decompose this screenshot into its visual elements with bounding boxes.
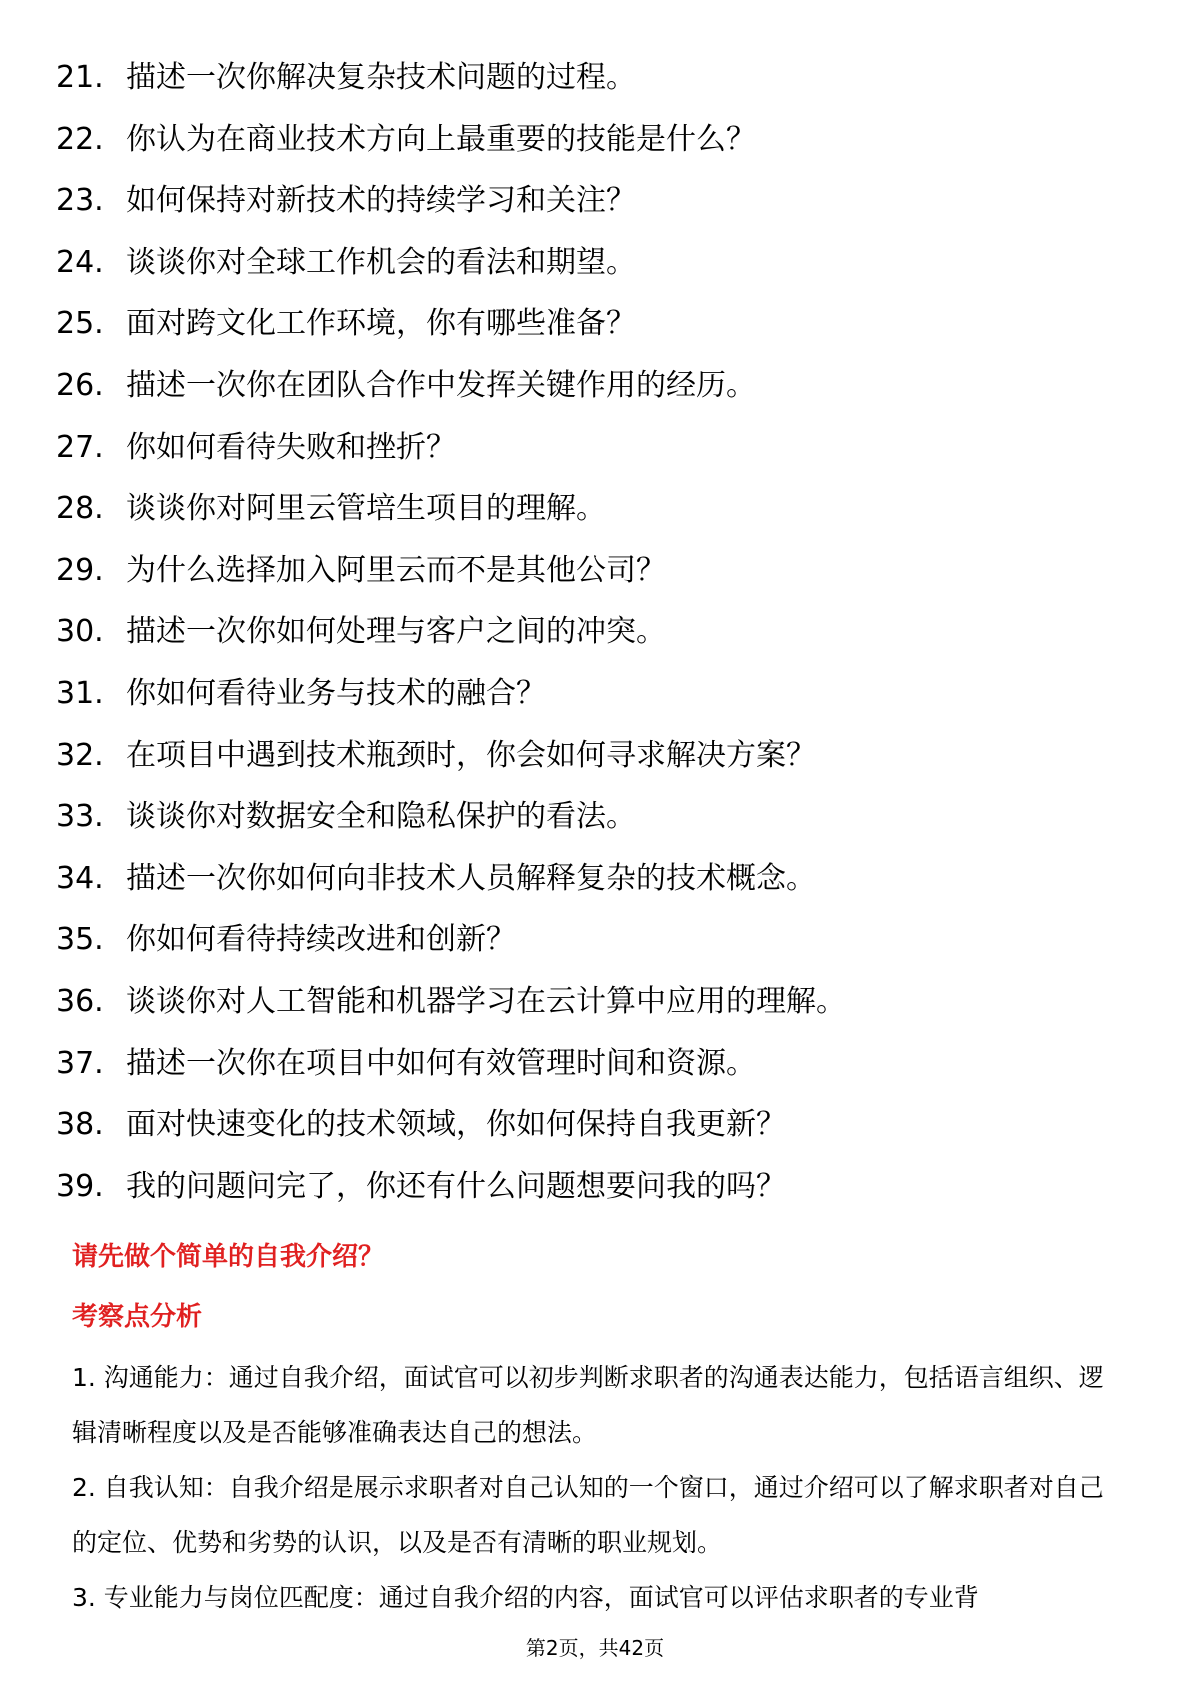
- question-number: 27.: [56, 429, 104, 465]
- question-number: 24.: [56, 244, 104, 280]
- question-number: 38.: [56, 1107, 104, 1143]
- question-number: 32.: [56, 737, 104, 773]
- question-text: 描述一次你如何处理与客户之间的冲突。: [126, 614, 666, 650]
- question-item: [56, 170, 1136, 232]
- question-number: 37.: [56, 1045, 104, 1081]
- question-list: [56, 47, 1136, 1217]
- question-item: [56, 417, 1136, 479]
- question-number: 35.: [56, 922, 104, 958]
- question-number: 21.: [56, 60, 104, 95]
- question-number: 34.: [56, 860, 104, 896]
- question-text: 你如何看待持续改进和创新？: [126, 922, 516, 958]
- question-text: 谈谈你对阿里云管培生项目的理解。: [126, 491, 606, 527]
- question-text: 描述一次你解决复杂技术问题的过程。: [126, 60, 636, 95]
- analysis-body: [72, 1350, 1122, 1625]
- question-number: 36.: [56, 983, 104, 1019]
- question-item: [56, 1156, 1136, 1218]
- question-item: [56, 725, 1136, 787]
- question-text: 如何保持对新技术的持续学习和关注？: [126, 183, 636, 219]
- question-item: [56, 1033, 1136, 1095]
- question-item: [56, 540, 1136, 602]
- question-number: 29.: [56, 552, 104, 588]
- question-text: 描述一次你在项目中如何有效管理时间和资源。: [126, 1045, 756, 1081]
- question-text: 谈谈你对数据安全和隐私保护的看法。: [126, 799, 636, 835]
- question-text: 你如何看待业务与技术的融合？: [126, 675, 546, 711]
- question-item: [56, 109, 1136, 171]
- section-title: 请先做个简单的自我介绍？: [72, 1242, 385, 1272]
- question-number: 28.: [56, 491, 104, 527]
- question-item: [56, 1094, 1136, 1156]
- question-text: 描述一次你在团队合作中发挥关键作用的经历。: [126, 367, 756, 403]
- question-item: [56, 293, 1136, 355]
- page-footer: 第2页，共42页: [525, 1636, 665, 1660]
- question-text: 谈谈你对人工智能和机器学习在云计算中应用的理解。: [126, 983, 846, 1019]
- question-item: [56, 232, 1136, 294]
- analysis-paragraph: 1. 沟通能力：通过自我介绍，面试官可以初步判断求职者的沟通表达能力，包括语言组织、逻辑清晰程度以及是否能够准确表达自己的想法。: [72, 1363, 1104, 1447]
- question-text: 你如何看待失败和挫折？: [126, 429, 456, 465]
- question-text: 描述一次你如何向非技术人员解释复杂的技术概念。: [126, 860, 816, 896]
- question-text: 面对跨文化工作环境，你有哪些准备？: [126, 306, 636, 342]
- question-text: 谈谈你对全球工作机会的看法和期望。: [126, 244, 636, 280]
- question-number: 30.: [56, 614, 104, 650]
- question-number: 39.: [56, 1168, 104, 1204]
- question-item: [56, 601, 1136, 663]
- question-number: 23.: [56, 183, 104, 219]
- analysis-paragraph: 2. 自我认知：自我介绍是展示求职者对自己认知的一个窗口，通过介绍可以了解求职者对自己的定位、优势和劣势的认识，以及是否有清晰的职业规划。: [72, 1473, 1104, 1557]
- question-item: [56, 909, 1136, 971]
- question-item: [56, 848, 1136, 910]
- question-item: [56, 786, 1136, 848]
- question-text: 为什么选择加入阿里云而不是其他公司？: [126, 552, 666, 588]
- analysis-heading: 考察点分析: [72, 1302, 203, 1332]
- question-text: 你认为在商业技术方向上最重要的技能是什么？: [126, 121, 756, 157]
- question-item: [56, 478, 1136, 540]
- question-item: [56, 971, 1136, 1033]
- question-text: 在项目中遇到技术瓶颈时，你会如何寻求解决方案？: [126, 737, 816, 773]
- question-number: 26.: [56, 367, 104, 403]
- question-number: 25.: [56, 306, 104, 342]
- question-item: [56, 663, 1136, 725]
- question-number: 31.: [56, 675, 104, 711]
- question-text: 我的问题问完了，你还有什么问题想要问我的吗？: [126, 1168, 786, 1204]
- analysis-paragraph: 3. 专业能力与岗位匹配度：通过自我介绍的内容，面试官可以评估求职者的专业背: [72, 1583, 979, 1612]
- question-item: [56, 47, 1136, 109]
- question-number: 22.: [56, 121, 104, 157]
- question-item: [56, 355, 1136, 417]
- question-number: 33.: [56, 799, 104, 835]
- question-text: 面对快速变化的技术领域，你如何保持自我更新？: [126, 1107, 786, 1143]
